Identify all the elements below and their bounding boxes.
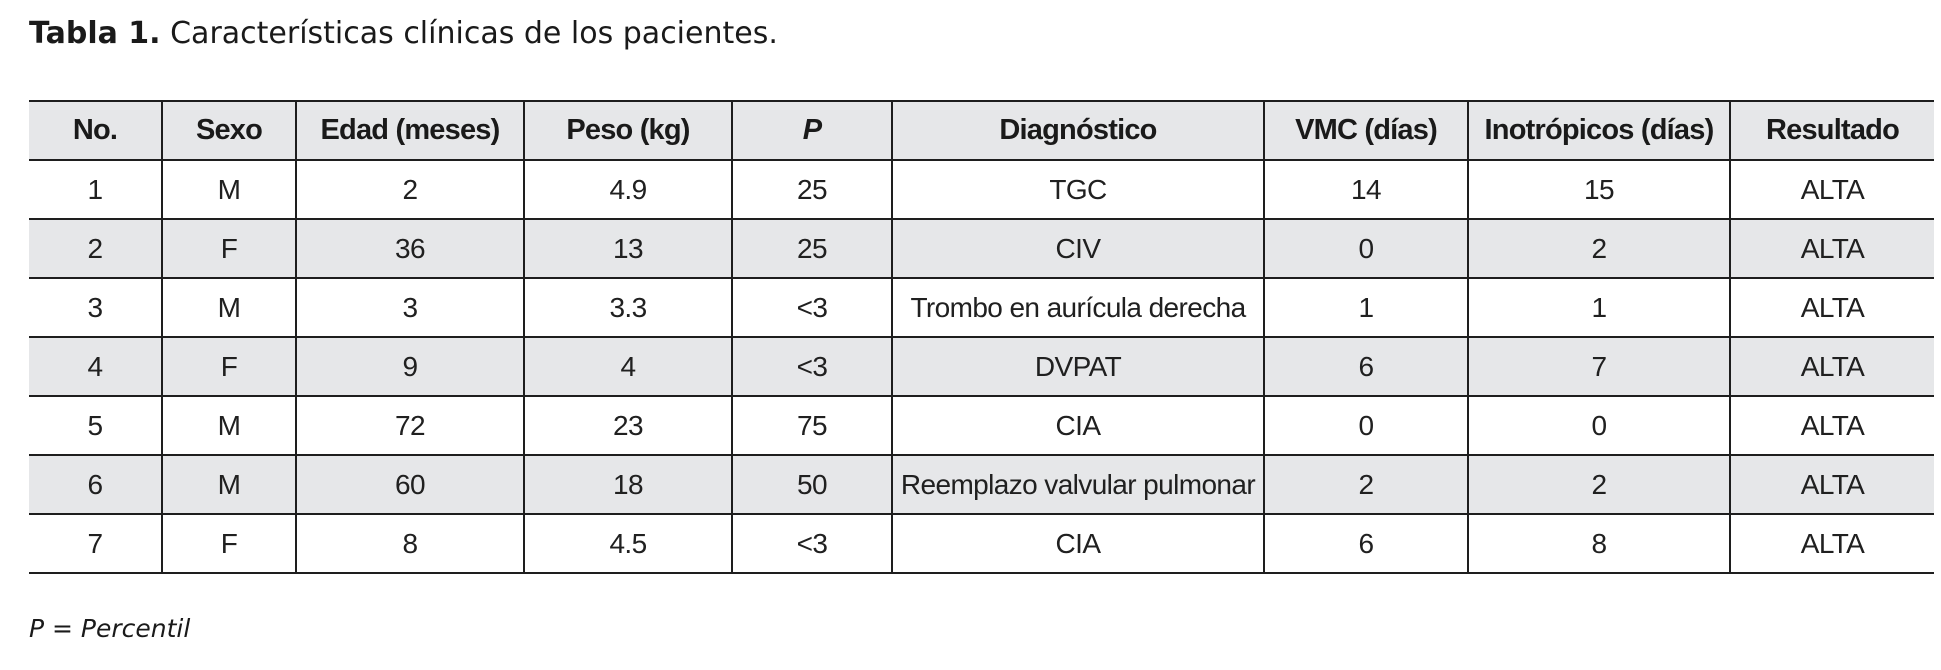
- header-sexo: Sexo: [162, 101, 296, 160]
- cell-edad: 72: [296, 396, 524, 455]
- cell-vmc: 0: [1264, 396, 1468, 455]
- cell-inotropicos: 2: [1468, 219, 1730, 278]
- header-vmc: VMC (días): [1264, 101, 1468, 160]
- cell-sexo: F: [162, 337, 296, 396]
- table-row: [29, 278, 1934, 337]
- cell-sexo: M: [162, 278, 296, 337]
- cell-resultado: ALTA: [1730, 455, 1934, 514]
- cell-inotropicos: 2: [1468, 455, 1730, 514]
- table-row: [29, 396, 1934, 455]
- header-percentil: P: [732, 101, 892, 160]
- cell-edad: 9: [296, 337, 524, 396]
- cell-peso: 4: [524, 337, 732, 396]
- table-header-row: [29, 101, 1934, 160]
- table-row: [29, 160, 1934, 219]
- cell-edad: 36: [296, 219, 524, 278]
- cell-sexo: M: [162, 160, 296, 219]
- cell-vmc: 2: [1264, 455, 1468, 514]
- cell-edad: 8: [296, 514, 524, 573]
- cell-percentil: <3: [732, 278, 892, 337]
- cell-vmc: 1: [1264, 278, 1468, 337]
- cell-vmc: 0: [1264, 219, 1468, 278]
- patients-table: [29, 100, 1934, 574]
- cell-resultado: ALTA: [1730, 396, 1934, 455]
- header-resultado: Resultado: [1730, 101, 1934, 160]
- cell-percentil: <3: [732, 514, 892, 573]
- cell-vmc: 14: [1264, 160, 1468, 219]
- caption-text: Características clínicas de los pacientes.: [170, 16, 778, 51]
- cell-edad: 2: [296, 160, 524, 219]
- cell-diagnostico: Trombo en aurícula derecha: [892, 278, 1264, 337]
- cell-percentil: 25: [732, 160, 892, 219]
- cell-no: 1: [29, 160, 162, 219]
- cell-inotropicos: 1: [1468, 278, 1730, 337]
- cell-no: 6: [29, 455, 162, 514]
- cell-diagnostico: CIA: [892, 514, 1264, 573]
- cell-resultado: ALTA: [1730, 514, 1934, 573]
- cell-resultado: ALTA: [1730, 219, 1934, 278]
- cell-no: 5: [29, 396, 162, 455]
- table-row: [29, 455, 1934, 514]
- cell-peso: 4.5: [524, 514, 732, 573]
- table-row: [29, 219, 1934, 278]
- cell-edad: 3: [296, 278, 524, 337]
- cell-diagnostico: CIA: [892, 396, 1264, 455]
- cell-sexo: M: [162, 455, 296, 514]
- cell-sexo: M: [162, 396, 296, 455]
- cell-resultado: ALTA: [1730, 337, 1934, 396]
- cell-sexo: F: [162, 219, 296, 278]
- cell-inotropicos: 7: [1468, 337, 1730, 396]
- cell-diagnostico: DVPAT: [892, 337, 1264, 396]
- caption-label: Tabla 1.: [29, 16, 161, 51]
- header-diagnostico: Diagnóstico: [892, 101, 1264, 160]
- cell-percentil: 75: [732, 396, 892, 455]
- cell-percentil: 50: [732, 455, 892, 514]
- header-inotropicos: Inotrópicos (días): [1468, 101, 1730, 160]
- cell-peso: 13: [524, 219, 732, 278]
- cell-no: 2: [29, 219, 162, 278]
- header-edad: Edad (meses): [296, 101, 524, 160]
- cell-peso: 23: [524, 396, 732, 455]
- cell-diagnostico: Reemplazo valvular pulmonar: [892, 455, 1264, 514]
- cell-vmc: 6: [1264, 337, 1468, 396]
- cell-diagnostico: TGC: [892, 160, 1264, 219]
- cell-resultado: ALTA: [1730, 160, 1934, 219]
- cell-peso: 4.9: [524, 160, 732, 219]
- cell-no: 3: [29, 278, 162, 337]
- table-row: [29, 337, 1934, 396]
- cell-vmc: 6: [1264, 514, 1468, 573]
- header-no: No.: [29, 101, 162, 160]
- table-row: [29, 514, 1934, 573]
- cell-inotropicos: 0: [1468, 396, 1730, 455]
- cell-edad: 60: [296, 455, 524, 514]
- table-caption: [29, 14, 778, 54]
- cell-percentil: 25: [732, 219, 892, 278]
- cell-no: 7: [29, 514, 162, 573]
- cell-inotropicos: 8: [1468, 514, 1730, 573]
- cell-sexo: F: [162, 514, 296, 573]
- cell-no: 4: [29, 337, 162, 396]
- cell-percentil: <3: [732, 337, 892, 396]
- header-peso: Peso (kg): [524, 101, 732, 160]
- cell-inotropicos: 15: [1468, 160, 1730, 219]
- footnote: P = Percentil: [29, 614, 191, 643]
- cell-resultado: ALTA: [1730, 278, 1934, 337]
- cell-peso: 3.3: [524, 278, 732, 337]
- cell-diagnostico: CIV: [892, 219, 1264, 278]
- cell-peso: 18: [524, 455, 732, 514]
